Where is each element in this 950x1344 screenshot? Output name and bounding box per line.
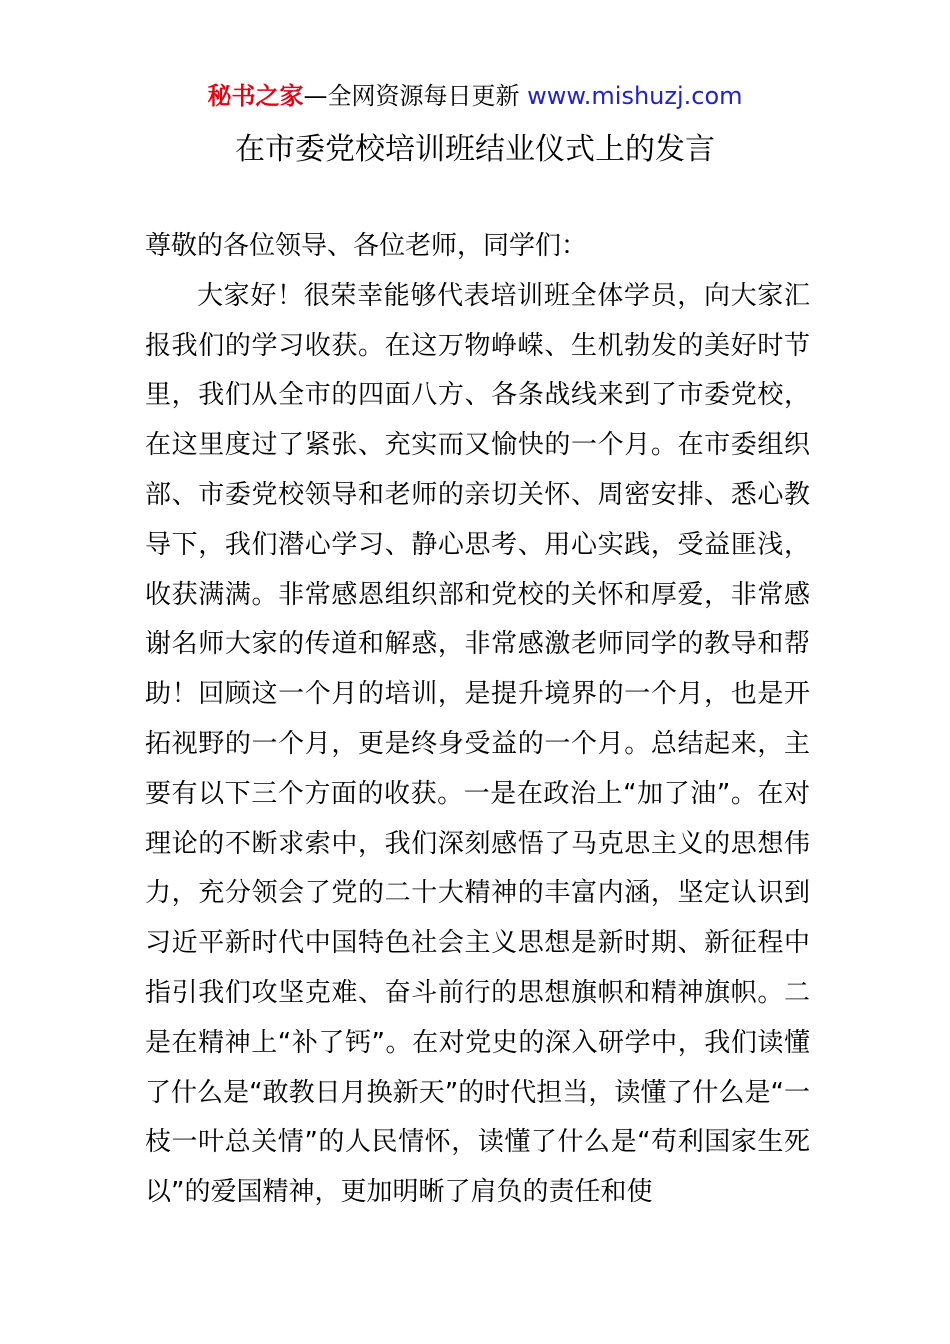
site-tagline: —全网资源每日更新 — [303, 82, 520, 110]
body-paragraph: 大家好！很荣幸能够代表培训班全体学员，向大家汇报我们的学习收获。在这万物峥嵘、生机勃发的美好时节里，我们从全市的四面八方、各条战线来到了市委党校，在这里度过了紧张、充实而又愉快的一个月。在市委组织部、市委党校领导和老师的亲切关怀、周密安排、悉心教导下，我们潜心学习、静心思考、用心实践，受益匪浅，收获满满。非常感恩组织部和党校的关怀和厚爱，非常感谢名师大家的传道和解惑，非常感激老师同学的教导和帮助！回顾这一个月的培训，是提升境界的一个月，也是开拓视野的一个月，更是终身受益的一个月。总结起来，主要有以下三个方面的收获。一是在政治上“加了油”。在对理论的不断求索中，我们深刻感悟了马克思主义的思想伟力，充分领会了党的二十大精神的丰富内涵，坚定认识到习近平新时代中国特色社会主义思想是新时期、新征程中指引我们攻坚克难、奋斗前行的思想旗帜和精神旗帜。二是在精神上“补了钙”。在对党史的深入研学中，我们读懂了什么是“敢教日月换新天”的时代担当，读懂了什么是“一枝一叶总关情”的人民情怀，读懂了什么是“苟利国家生死以”的爱国精神，更加明晰了肩负的责任和使 — [145, 280, 810, 1208]
salutation: 尊敬的各位领导、各位老师，同学们： — [145, 231, 588, 261]
site-url-link[interactable]: www.mishuzj.com — [527, 82, 743, 110]
document-title: 在市委党校培训班结业仪式上的发言 — [235, 132, 715, 167]
site-brand: 秘书之家 — [207, 82, 304, 110]
site-header — [0, 80, 950, 112]
document-body — [145, 222, 810, 1218]
